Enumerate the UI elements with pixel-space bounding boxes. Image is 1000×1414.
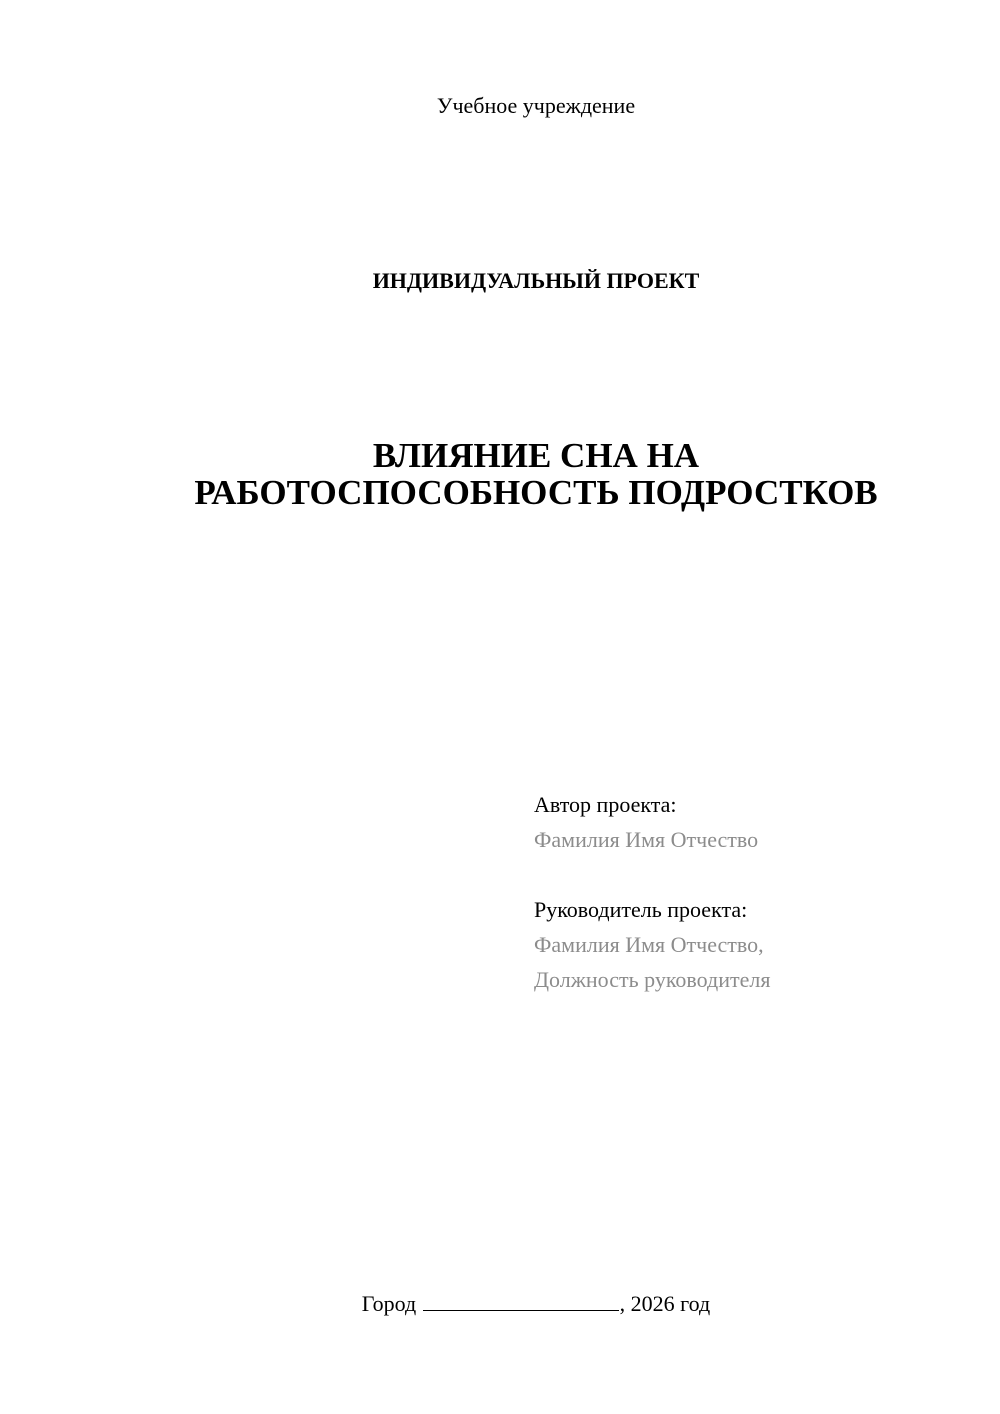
supervisor-name: Фамилия Имя Отчество, <box>534 932 764 957</box>
supervisor-label: Руководитель проекта: <box>534 897 748 922</box>
year-text: , 2026 год <box>619 1291 711 1316</box>
authors-spacer <box>534 857 974 892</box>
authors-block <box>534 787 974 997</box>
project-title-line-2: РАБОТОСПОСОБНОСТЬ ПОДРОСТКОВ <box>194 473 878 512</box>
project-title <box>0 437 1000 511</box>
city-year-line <box>0 1290 1000 1318</box>
city-label: Город <box>361 1291 417 1316</box>
project-type-heading: ИНДИВИДУАЛЬНЫЙ ПРОЕКТ <box>372 268 700 293</box>
project-title-line-1: ВЛИЯНИЕ СНА НА <box>372 436 700 475</box>
author-name: Фамилия Имя Отчество <box>534 827 759 852</box>
city-blank-line <box>423 1290 619 1311</box>
author-label: Автор проекта: <box>534 792 677 817</box>
supervisor-position: Должность руководителя <box>534 967 771 992</box>
institution-name: Учебное учреждение <box>436 93 636 118</box>
